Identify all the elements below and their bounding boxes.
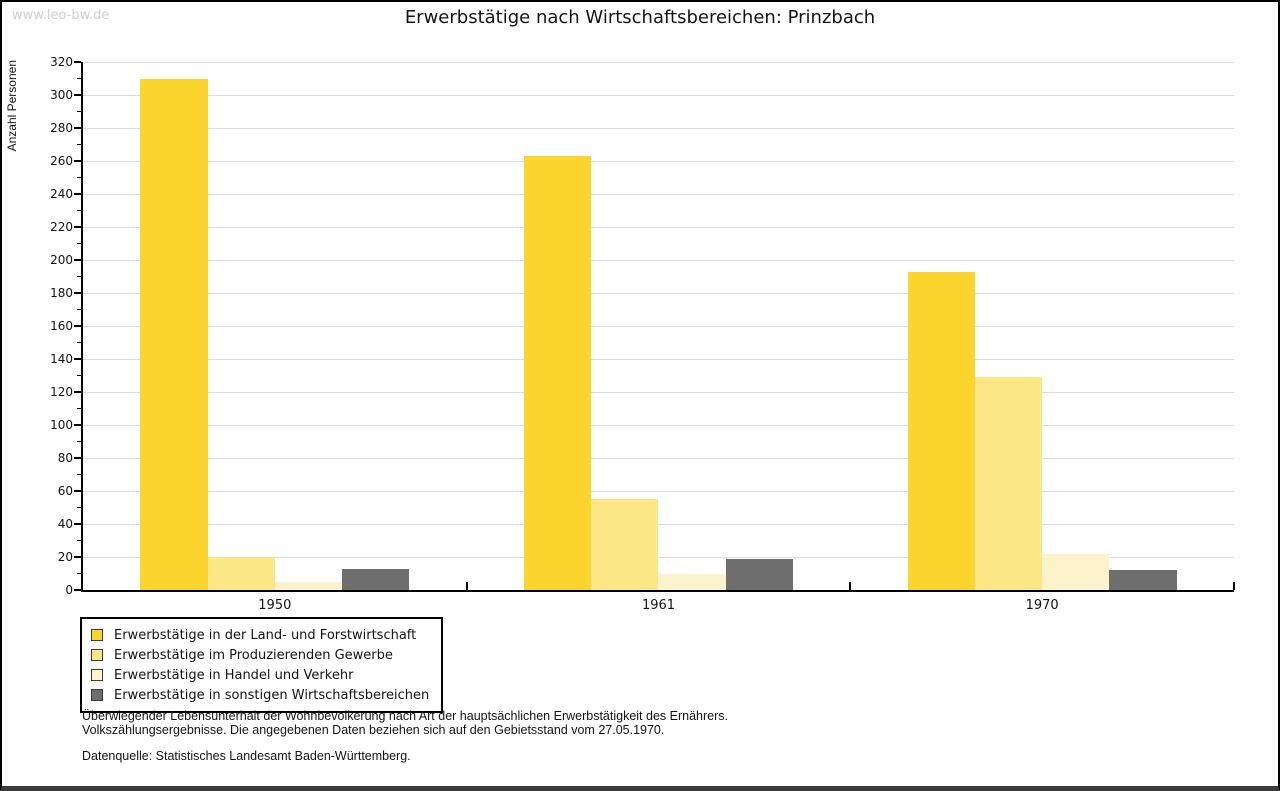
y-tick-label: 20	[57, 550, 73, 564]
y-axis-tick	[74, 94, 81, 96]
y-axis-minor-tick	[77, 309, 81, 310]
footer-line-1: Überwiegender Lebensunterhalt der Wohnbevölkerung nach Art der hauptsächlichen Erwerbstätigkeit des Ernährers.	[82, 709, 728, 723]
y-axis-minor-tick	[77, 210, 81, 211]
legend-item	[91, 665, 429, 685]
footer-line-2: Volkszählungsergebnisse. Die angegebenen Daten beziehen sich auf den Gebietsstand vom 27.05.1970.	[82, 722, 665, 737]
bar-group	[83, 62, 467, 590]
y-axis-minor-tick	[77, 507, 81, 508]
y-axis-tick	[74, 490, 81, 492]
y-axis-tick	[74, 523, 81, 525]
y-tick-label: 320	[50, 55, 73, 69]
y-axis-minor-tick	[77, 375, 81, 376]
y-tick-label: 240	[50, 187, 73, 201]
y-axis-minor-tick	[77, 276, 81, 277]
legend-label: Erwerbstätige in Handel und Verkehr	[114, 667, 354, 683]
y-axis-tick	[74, 160, 81, 162]
x-tick-label: 1970	[1025, 598, 1059, 613]
y-axis-tick	[74, 424, 81, 426]
y-tick-label: 0	[65, 583, 73, 597]
bar-group	[850, 62, 1234, 590]
footer-notes	[82, 710, 728, 764]
y-tick-label: 100	[50, 418, 73, 432]
legend	[80, 617, 443, 713]
y-tick-label: 120	[50, 385, 73, 399]
y-tick-label: 60	[57, 484, 73, 498]
y-tick-label: 200	[50, 253, 73, 267]
y-axis-minor-tick	[77, 540, 81, 541]
chart-title: Erwerbstätige nach Wirtschaftsbereichen: Prinzbach	[404, 7, 876, 28]
y-tick-label: 80	[57, 451, 73, 465]
y-axis-minor-tick	[77, 144, 81, 145]
y-axis-tick	[74, 193, 81, 195]
legend-swatch-icon	[91, 669, 103, 681]
y-axis-minor-tick	[77, 78, 81, 79]
y-tick-label: 40	[57, 517, 73, 531]
legend-swatch-icon	[91, 689, 103, 701]
y-axis-minor-tick	[77, 243, 81, 244]
bar	[208, 557, 275, 590]
bar	[908, 272, 975, 590]
bar	[524, 156, 591, 590]
bar	[1109, 570, 1176, 590]
legend-swatch-icon	[91, 649, 103, 661]
y-axis-tick	[74, 556, 81, 558]
plot-area	[50, 55, 1234, 613]
y-tick-label: 300	[50, 88, 73, 102]
y-tick-label: 280	[50, 121, 73, 135]
y-axis-tick	[74, 61, 81, 63]
y-tick-label: 180	[50, 286, 73, 300]
y-axis-tick	[74, 127, 81, 129]
y-axis-tick	[74, 292, 81, 294]
x-axis-tick	[1233, 582, 1235, 590]
y-axis-tick	[74, 325, 81, 327]
bar	[275, 582, 342, 590]
y-axis-minor-tick	[77, 474, 81, 475]
y-axis-minor-tick	[77, 342, 81, 343]
watermark: www.leo-bw.de	[12, 8, 110, 23]
y-tick-label: 140	[50, 352, 73, 366]
y-axis-tick	[74, 226, 81, 228]
y-tick-label: 220	[50, 220, 73, 234]
x-tick-label: 1961	[641, 598, 676, 613]
y-axis-tick	[74, 589, 81, 591]
legend-item	[91, 685, 429, 705]
bar	[975, 377, 1042, 590]
legend-label: Erwerbstätige in der Land- und Forstwirtschaft	[114, 627, 417, 643]
legend-label: Erwerbstätige in sonstigen Wirtschaftsbereichen	[114, 687, 430, 703]
y-tick-label: 260	[50, 154, 73, 168]
bar	[658, 574, 725, 591]
bar	[591, 499, 658, 590]
y-axis-tick	[74, 259, 81, 261]
bar	[342, 569, 409, 590]
y-axis-tick	[74, 457, 81, 459]
bar	[726, 559, 793, 590]
y-tick-label: 160	[50, 319, 73, 333]
y-axis-minor-tick	[77, 111, 81, 112]
y-axis-minor-tick	[77, 408, 81, 409]
y-axis-minor-tick	[77, 441, 81, 442]
y-axis-minor-tick	[77, 573, 81, 574]
bar	[1042, 554, 1109, 590]
legend-swatch-icon	[91, 629, 103, 641]
y-axis-tick	[74, 391, 81, 393]
legend-item	[91, 645, 429, 665]
y-axis-tick	[74, 358, 81, 360]
data-source: Datenquelle: Statistisches Landesamt Baden-Württemberg.	[82, 749, 411, 763]
x-tick-label: 1950	[258, 598, 292, 613]
bar-group	[467, 62, 851, 590]
legend-item	[91, 625, 429, 645]
legend-label: Erwerbstätige im Produzierenden Gewerbe	[114, 647, 393, 663]
bar	[140, 79, 207, 591]
y-axis-title: Anzahl Personen	[5, 60, 19, 152]
y-axis-minor-tick	[77, 177, 81, 178]
